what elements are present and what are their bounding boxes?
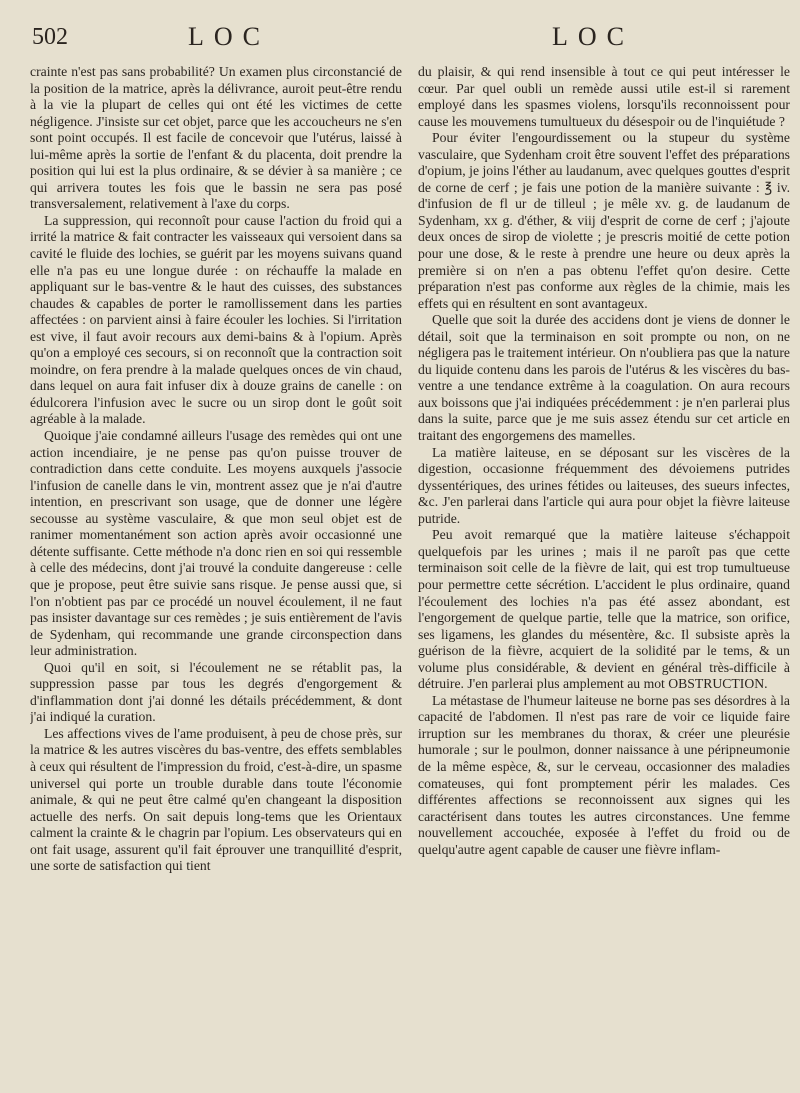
paragraph: La métastase de l'humeur laiteuse ne borne pas ses désordres à la capacité de l'abdomen. Il n'est pas rare de voir ce liquide faire irruption sur les membranes du thorax, & créer une pleurésie humorale ; sur le poulmon, donner naissance à une péripneumonie de la même espèce, &, sur le cerveau, occasionner des maladies comateuses, qui font promptement périr les malades. Ces différentes affections se reconnoissent aux signes qui les caractérisent dans toutes les autres circonstances. Une femme nouvellement accouchée, exposée à l'effet du froid ou de quelqu'autre agent capable de causer une fièvre inflam- [418,692,790,857]
page-number: 502 [32,24,68,50]
paragraph: crainte n'est pas sans probabilité? Un examen plus circonstancié de la position de la matrice, après la délivrance, auroit peut-être rendu à la vie la plupart de celles qui ont été les victimes de cette négligence. J'insiste sur cet objet, parce que les accoucheurs ne s'en sont point occupés. Il est facile de concevoir que l'utérus, laissé à lui-même après la sortie de l'enfant & du placenta, doit prendre la position qui lui est la plus ordinaire, & se dévier à sa manière ; ce qui arrivera toutes les fois que le bassin ne sera pas posé transversalement, relativement à l'axe du corps. [30,64,402,212]
left-column [30,64,402,1074]
paragraph: du plaisir, & qui rend insensible à tout ce qui peut intéresser le cœur. Par quel oubli un remède aussi utile est-il si rarement employé dans les spasmes violens, lorsqu'ils reconnoissent pour cause les mouvemens tumultueux du désespoir ou de l'inquiétude ? [418,64,790,129]
right-column [418,64,790,1074]
paragraph: Peu avoit remarqué que la matière laiteuse s'échappoit quelquefois par les urines ; mais il ne paroît pas que cette terminaison soit celle de la fièvre de lait, qui est trop tumultueuse pour permettre cette sécrétion. L'accident le plus ordinaire, quand l'écoulement des lochies n'a pas été assez abondant, est l'engorgement de quelque partie, telle que la matrice, son orifice, ses ligamens, les glandes du mésentère, &c. Il subsiste après la guérison de la fièvre, acquiert de la solidité par le tems, & un volume plus considérable, & devient en général très-difficile à détruire. J'en parlerai plus amplement au mot OBSTRUCTION. [418,527,790,692]
running-head-right: LOC [552,22,634,51]
paragraph: La matière laiteuse, en se déposant sur les viscères de la digestion, occasionne fréquemment des dévoiemens putrides dyssentériques, des urines fétides ou laiteuses, des sueurs infectes, &c. J'en parlerai dans l'article qui aura pour objet la fièvre laiteuse putride. [418,444,790,526]
paragraph: Quoi qu'il en soit, si l'écoulement ne se rétablit pas, la suppression passe par tous les degrés d'engorgement & d'inflammation dont j'ai donné les détails précédemment, & dont j'ai indiqué la curation. [30,659,402,725]
paragraph: La suppression, qui reconnoît pour cause l'action du froid qui a irrité la matrice & fait contracter les vaisseaux qui versoient dans sa cavité le fluide des lochies, se guérit par les moyens suivans quand elle n'a pas eu une longue durée : on réchauffe la malade en appliquant sur le bas-ventre & le haut des cuisses, des substances chaudes & capables de porter le ramollissement dans les parties affectées : on parvient ainsi à faire écouler les lochies. Si l'irritation est vive, il faut avoir recours aux demi-bains & à l'opium. Après qu'on a employé ces secours, si on reconnoît que la contraction soit moindre, on fera prendre à la malade quelques onces de vin chaud, dans lequel on aura fait infuser dix à douze grains de canelle : on édulcorera l'infusion avec le sucre ou un sirop dont le goût soit agréable à la malade. [30,212,402,427]
running-head-left: LOC [188,22,270,51]
paragraph: Quoique j'aie condamné ailleurs l'usage des remèdes qui ont une action incendiaire, je ne pense pas qu'on puisse trouver de contradiction dans cette conduite. Les moyens auxquels j'associe l'infusion de canelle dans le vin, montrent assez que je n'ai d'autre intention, en prescrivant son usage, que de donner une légère secousse au système vasculaire, & que mon seul objet est de ranimer momentanément son action après avoir occasionné une détente suffisante. Cette méthode n'a donc rien en soi qui ressemble à celle des médecins, dont j'ai trouvé la conduite dangereuse : celle que je propose, peut être suivie sans risque. Je pense aussi que, si l'on n'obtient pas par ce procédé un nouvel écoulement, il ne faut pas insister davantage sur ces remèdes ; je suis entièrement de l'avis de Sydenham, qui recommande une grande circonspection dans leur administration. [30,428,402,659]
page-header [0,20,800,60]
paragraph: Quelle que soit la durée des accidens dont je viens de donner le détail, soit que la terminaison en soit prompte ou non, on ne négligera pas le traitement intérieur. On n'oubliera pas que la nature du liquide contenu dans les parois de l'utérus & les viscères du bas-ventre a une tendance extrême à la coagulation. On aura recours aux boissons que j'ai indiquées précédemment : je n'en parlerai plus dans la suite, parce que je me suis assez étendu sur cet article en traitant des engorgemens des mamelles. [418,312,790,444]
paragraph: Pour éviter l'engourdissement ou la stupeur du système vasculaire, que Sydenham croit être souvent l'effet des préparations d'opium, je joins l'éther au laudanum, avec quelques gouttes d'esprit de corne de cerf ; je fais une potion de la manière suivante : ℥ iv. d'infusion de fl ur de tilleul ; je mêle xv. g. de laudanum de Sydenham, xx g. d'éther, & viij d'esprit de corne de cerf ; j'ajoute deux onces de sirop de violette ; je prescris moitié de cette potion pour une dose, & le reste à prendre une heure ou deux après la première si on n'en a pas obtenu l'effet qu'on desire. Cette préparation n'est pas conforme aux règles de la chimie, mais les effets qui en résultent en sont avantageux. [418,130,790,311]
paragraph: Les affections vives de l'ame produisent, à peu de chose près, sur la matrice & les autres viscères du bas-ventre, des effets semblables à ceux qui résultent de l'impression du froid, c'est-à-dire, un spasme universel qui porte un trouble durable dans toute l'économie animale, & qui ne peut être calmé qu'en changeant la disposition actuelle des nerfs. On sait depuis long-tems que les Orientaux calment la crainte & le chagrin par l'opium. Les observateurs qui en ont fait usage, assurent qu'il fait éprouver une tranquillité d'esprit, une sorte de satisfaction qui tient [30,725,402,874]
